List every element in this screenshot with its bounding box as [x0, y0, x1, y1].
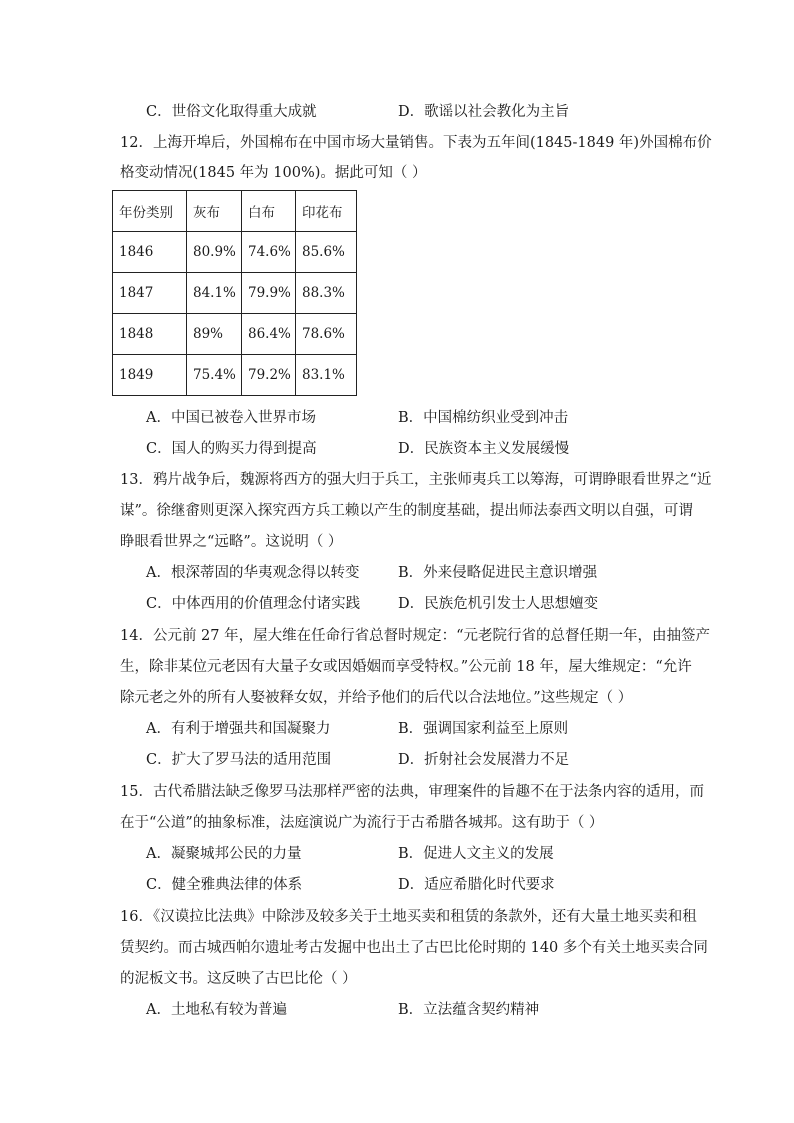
q13-option-d: D．民族危机引发士人思想嬗变 [398, 596, 599, 612]
table-header-cell: 灰布 [187, 191, 242, 232]
q14-option-d: D．折射社会发展潜力不足 [398, 752, 570, 768]
q15-stem-line-1: 15．古代希腊法缺乏像罗马法那样严密的法典，审理案件的旨趣不在于法条内容的适用，而 [120, 784, 704, 800]
q14-stem-line-1: 14．公元前 27 年，屋大维在任命行省总督时规定：“元老院行省的总督任期一年，由抽签产 [120, 628, 711, 644]
q12-price-table [112, 190, 357, 396]
q15-stem-line-2: 在于“公道”的抽象标准，法庭演说广为流行于古希腊各城邦。这有助于（ ） [120, 815, 604, 831]
table-row [113, 355, 357, 396]
q14-option-b: B．强调国家利益至上原则 [398, 721, 569, 737]
q12-stem-line-2: 格变动情况(1845 年为 100%)。据此可知（ ） [120, 165, 427, 181]
q13-stem-line-3: 睁眼看世界之“远略”。这说明（ ） [120, 534, 343, 550]
table-cell: 79.9% [242, 273, 296, 314]
q11-option-d: D．歌谣以社会教化为主旨 [398, 104, 570, 120]
q14-stem-line-2: 生，除非某位元老因有大量子女或因婚姻而享受特权。”公元前 18 年，屋大维规定：“允许 [120, 659, 692, 675]
table-cell: 80.9% [187, 232, 242, 273]
q13-stem-line-2: 谋”。徐继畬则更深入探究西方兵工赖以产生的制度基础，提出师法泰西文明以自强，可谓 [120, 503, 693, 519]
table-header-cell: 年份类别 [113, 191, 187, 232]
q15-option-a: A．凝聚城邦公民的力量 [146, 846, 302, 862]
q15-option-d: D．适应希腊化时代要求 [398, 877, 555, 893]
q13-option-a: A．根深蒂固的华夷观念得以转变 [146, 565, 360, 581]
table-cell: 85.6% [296, 232, 357, 273]
q13-option-c: C．中体西用的价值理念付诸实践 [146, 596, 361, 612]
q14-option-c: C．扩大了罗马法的适用范围 [146, 752, 332, 768]
table-cell: 86.4% [242, 314, 296, 355]
table-cell: 78.6% [296, 314, 357, 355]
q14-stem-line-3: 除元老之外的所有人娶被释女奴，并给予他们的后代以合法地位。”这些规定（ ） [120, 690, 633, 706]
table-cell: 1847 [113, 273, 187, 314]
table-cell: 74.6% [242, 232, 296, 273]
q16-option-b: B．立法蕴含契约精神 [398, 1002, 540, 1018]
table-header-cell: 印花布 [296, 191, 357, 232]
table-row [113, 232, 357, 273]
q13-option-b: B．外来侵略促进民主意识增强 [398, 565, 598, 581]
q16-option-a: A．土地私有较为普遍 [146, 1002, 287, 1018]
table-cell: 88.3% [296, 273, 357, 314]
q12-option-a: A．中国已被卷入世界市场 [146, 410, 316, 426]
table-cell: 75.4% [187, 355, 242, 396]
q12-option-d: D．民族资本主义发展缓慢 [398, 441, 570, 457]
table-cell: 83.1% [296, 355, 357, 396]
table-cell: 89% [187, 314, 242, 355]
table-cell: 1849 [113, 355, 187, 396]
table-cell: 84.1% [187, 273, 242, 314]
q12-stem-line-1: 12．上海开埠后，外国棉布在中国市场大量销售。下表为五年间(1845-1849 年)外国棉布价 [120, 135, 712, 151]
q13-stem-line-1: 13．鸦片战争后，魏源将西方的强大归于兵工，主张师夷兵工以筹海，可谓睁眼看世界之“近 [120, 472, 712, 488]
q11-option-c: C．世俗文化取得重大成就 [146, 104, 317, 120]
q12-option-c: C．国人的购买力得到提高 [146, 441, 317, 457]
q15-option-b: B．促进人文主义的发展 [398, 846, 554, 862]
table-row [113, 314, 357, 355]
q16-stem-line-3: 的泥板文书。这反映了古巴比伦（ ） [120, 971, 357, 987]
q14-option-a: A．有利于增强共和国凝聚力 [146, 721, 331, 737]
table-cell: 1848 [113, 314, 187, 355]
table-cell: 1846 [113, 232, 187, 273]
q16-stem-line-2: 赁契约。而古城西帕尔遗址考古发掘中也出土了古巴比伦时期的 140 多个有关土地买卖合同 [120, 940, 708, 956]
q15-option-c: C．健全雅典法律的体系 [146, 877, 303, 893]
table-header-row [113, 191, 357, 232]
q16-stem-line-1: 16．《汉谟拉比法典》中除涉及较多关于土地买卖和租赁的条款外，还有大量土地买卖和租 [120, 909, 697, 925]
table-cell: 79.2% [242, 355, 296, 396]
q12-option-b: B．中国棉纺织业受到冲击 [398, 410, 569, 426]
table-header-cell: 白布 [242, 191, 296, 232]
table-row [113, 273, 357, 314]
